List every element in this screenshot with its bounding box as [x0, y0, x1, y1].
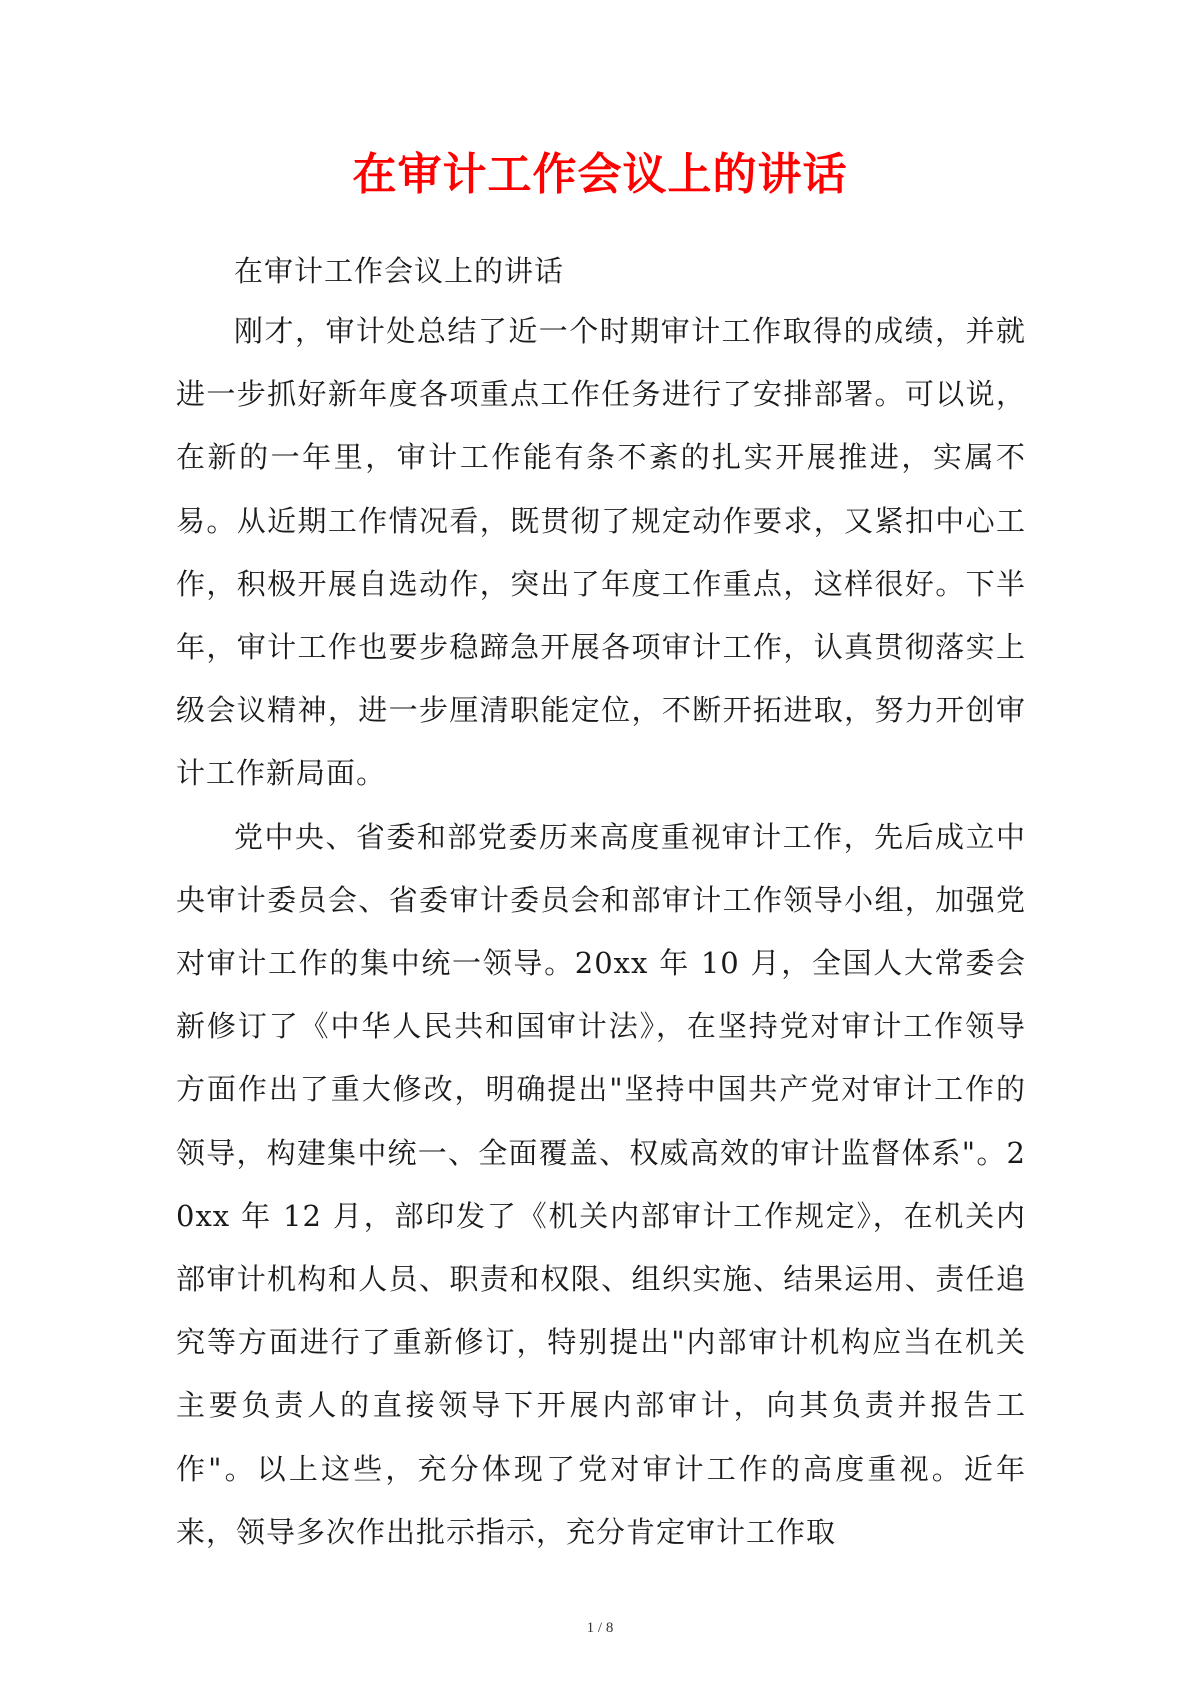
- paragraph: 党中央、省委和部党委历来高度重视审计工作，先后成立中央审计委员会、省委审计委员会和部审计工作领导小组，加强党对审计工作的集中统一领导。20xx 年 10 月，全国人大常委会新修订了《中华人民共和国审计法》，在坚持党对审计工作领导方面作出了重大修改，明确提出"坚持中国共产党对审计工作的领导，构建集中统一、全面覆盖、权威高效的审计监督体系"。20xx 年 12 月，部印发了《机关内部审计工作规定》，在机关内部审计机构和人员、职责和权限、组织实施、结果运用、责任追究等方面进行了重新修订，特别提出"内部审计机构应当在机关主要负责人的直接领导下开展内部审计，向其负责并报告工作"。以上这些，充分体现了党对审计工作的高度重视。近年来，领导多次作出批示指示，充分肯定审计工作取: [176, 819, 1026, 1549]
- document-subtitle: 在审计工作会议上的讲话: [234, 254, 565, 288]
- paragraph: 刚才，审计处总结了近一个时期审计工作取得的成绩，并就进一步抓好新年度各项重点工作任务进行了安排部署。可以说，在新的一年里，审计工作能有条不紊的扎实开展推进，实属不易。从近期工作情况看，既贯彻了规定动作要求，又紧扣中心工作，积极开展自选动作，突出了年度工作重点，这样很好。下半年，审计工作也要步稳蹄急开展各项审计工作，认真贯彻落实上级会议精神，进一步厘清职能定位，不断开拓进取，努力开创审计工作新局面。: [176, 314, 1026, 791]
- page-number: 1 / 8: [586, 1620, 614, 1636]
- document-title: 在审计工作会议上的讲话: [352, 149, 848, 201]
- document-body: [176, 248, 1026, 1564]
